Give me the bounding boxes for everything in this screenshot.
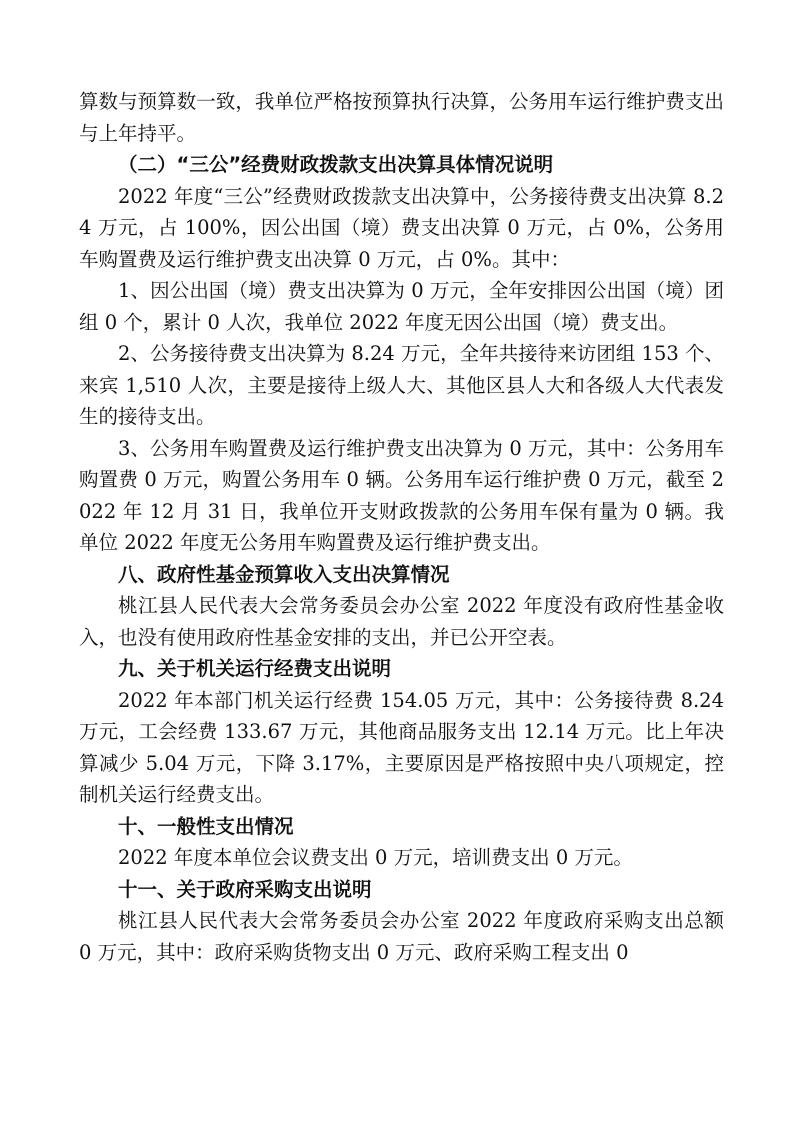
paragraph-continuation: 算数与预算数一致，我单位严格按预算执行决算，公务用车运行维护费支出与上年持平。 — [79, 90, 724, 145]
paragraph-operating-expenses: 2022 年本部门机关运行经费 154.05 万元，其中：公务接待费 8.24 万元，工会经费 133.67 万元，其他商品服务支出 12.14 万元。比上年决算减少 5.04 万元，下降 3.17%，主要原因是严格按照中央八项规定，控制机关运行经费支出。 — [79, 688, 724, 806]
paragraph-vehicles: 3、公务用车购置费及运行维护费支出决算为 0 万元，其中：公务用车购置费 0 万元，购置公务用车 0 辆。公务用车运行维护费 0 万元，截至 2022 年 12 月 31 日，我单位开支财政拨款的公务用车保有量为 0 辆。我单位 2022 年度无公务用车购置费及运行维护费支出。 — [79, 436, 724, 554]
paragraph-general-expenses: 2022 年度本单位会议费支出 0 万元，培训费支出 0 万元。 — [118, 846, 633, 869]
paragraph-sangong-summary: 2022 年度“三公”经费财政拨款支出决算中，公务接待费支出决算 8.24 万元，占 100%，因公出国（境）费支出决算 0 万元，占 0%，公务用车购置费及运行维护费支出决算 0 万元，占 0%。其中： — [79, 184, 724, 271]
paragraph-procurement: 桃江县人民代表大会常务委员会办公室 2022 年度政府采购支出总额 0 万元，其中：政府采购货物支出 0 万元、政府采购工程支出 0 — [79, 909, 724, 964]
section-heading-procurement: 十一、关于政府采购支出说明 — [118, 877, 372, 901]
section-heading-operating-expenses: 九、关于机关运行经费支出说明 — [118, 657, 392, 680]
paragraph-reception: 2、公务接待费支出决算为 8.24 万元，全年共接待来访团组 153 个、来宾 1,510 人次，主要是接待上级人大、其他区县人大和各级人大代表发生的接待支出。 — [79, 342, 724, 428]
paragraph-overseas-travel: 1、因公出国（境）费支出决算为 0 万元，全年安排因公出国（境）团组 0 个，累计 0 人次，我单位 2022 年度无因公出国（境）费支出。 — [79, 279, 724, 334]
section-heading-sangong-details: （二）“三公”经费财政拨款支出决算具体情况说明 — [118, 153, 554, 176]
section-heading-government-fund: 八、政府性基金预算收入支出决算情况 — [118, 562, 450, 586]
section-heading-general-expenses: 十、一般性支出情况 — [118, 814, 294, 838]
document-body — [79, 86, 724, 968]
paragraph-government-fund: 桃江县人民代表大会常务委员会办公室 2022 年度没有政府性基金收入，也没有使用政府性基金安排的支出，并已公开空表。 — [79, 594, 724, 649]
